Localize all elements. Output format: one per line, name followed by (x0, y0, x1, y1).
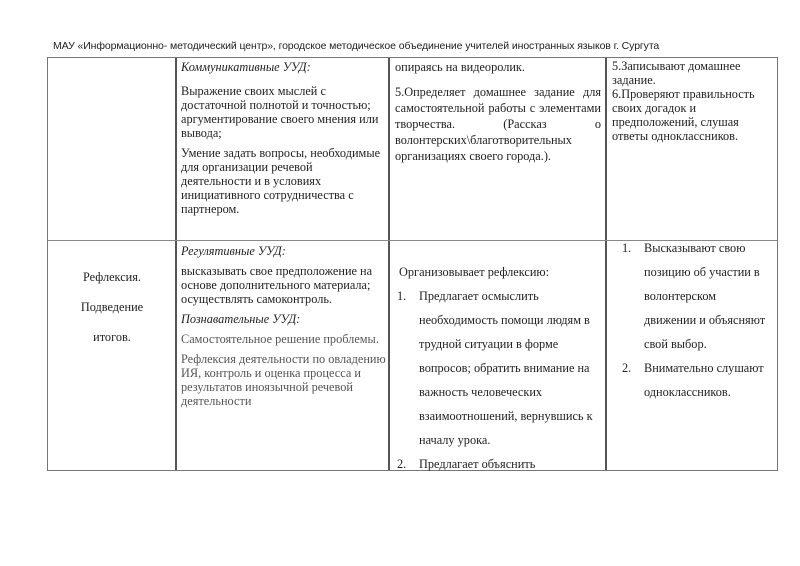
list-item: 1. Предлагает осмыслить необходимость помощи людям в трудной ситуации в форме вопросов; обратить внимание на важность человеческих взаимоотношений, вернувшись к началу урока. (397, 289, 593, 447)
document-header: МАУ «Информационно- методический центр», городское методическое объединение учителей иностранных языков г. Сургута (53, 40, 660, 52)
students-list (620, 236, 770, 404)
lesson-plan-table (47, 57, 778, 471)
regulyativnye-uud-title: Регулятивные УУД: (181, 244, 286, 258)
stage-title: Подведение (80, 300, 144, 314)
students-text: 5.Записывают домашнее задание. (612, 59, 741, 87)
poznavatelnye-uud-title: Познавательные УУД: (181, 312, 301, 326)
stage-cell-row2 (48, 270, 176, 360)
uud-text: высказывать свое предположение на основе дополнительного материала; осуществлять самоконтроль. (181, 264, 373, 306)
teacher-list (395, 284, 603, 476)
column-divider (175, 58, 177, 470)
column-divider (605, 58, 607, 470)
stage-title: итогов. (93, 330, 131, 344)
teacher-cell-row2 (395, 260, 603, 476)
list-item: 2. Предлагает объяснить (397, 457, 536, 471)
uud-cell-row1 (181, 60, 386, 222)
column-divider (388, 58, 390, 470)
uud-cell-row2 (181, 244, 386, 414)
uud-text: Умение задать вопросы, необходимые для организации речевой деятельности и в условиях инициативного сотрудничества с партнером. (181, 146, 381, 216)
teacher-text: 5.Определяет домашнее задание для самостоятельной работы с элементами творчества. (Рассказ о волонтерских\благотворительных организациях своего города.). (395, 85, 601, 163)
list-item: 1. Высказывают свою позицию об участии в волонтерском движении и объясняют свой выбор. (622, 241, 766, 351)
kommunikativnye-uud-title: Коммуникативные УУД: (181, 60, 311, 74)
teacher-intro: Организовывает рефлексию: (399, 265, 550, 279)
teacher-text: опираясь на видеоролик. (395, 60, 525, 74)
students-cell-row2 (620, 236, 770, 404)
teacher-cell-row1 (395, 60, 601, 170)
students-text: 6.Проверяют правильность своих догадок и предположений, слушая ответы одноклассников. (612, 87, 755, 143)
list-item: 2. Внимательно слушают одноклассников. (622, 361, 764, 399)
stage-title: Рефлексия. (83, 270, 141, 284)
uud-text: Самостоятельное решение проблемы. (181, 332, 379, 346)
students-cell-row1 (612, 59, 772, 143)
uud-text: Рефлексия деятельности по овладению ИЯ, контроль и оценка процесса и результатов иноязычной речевой деятельности (181, 352, 386, 408)
uud-text: Выражение своих мыслей с достаточной полнотой и точностью; аргументирование своего мнения или вывода; (181, 84, 379, 140)
